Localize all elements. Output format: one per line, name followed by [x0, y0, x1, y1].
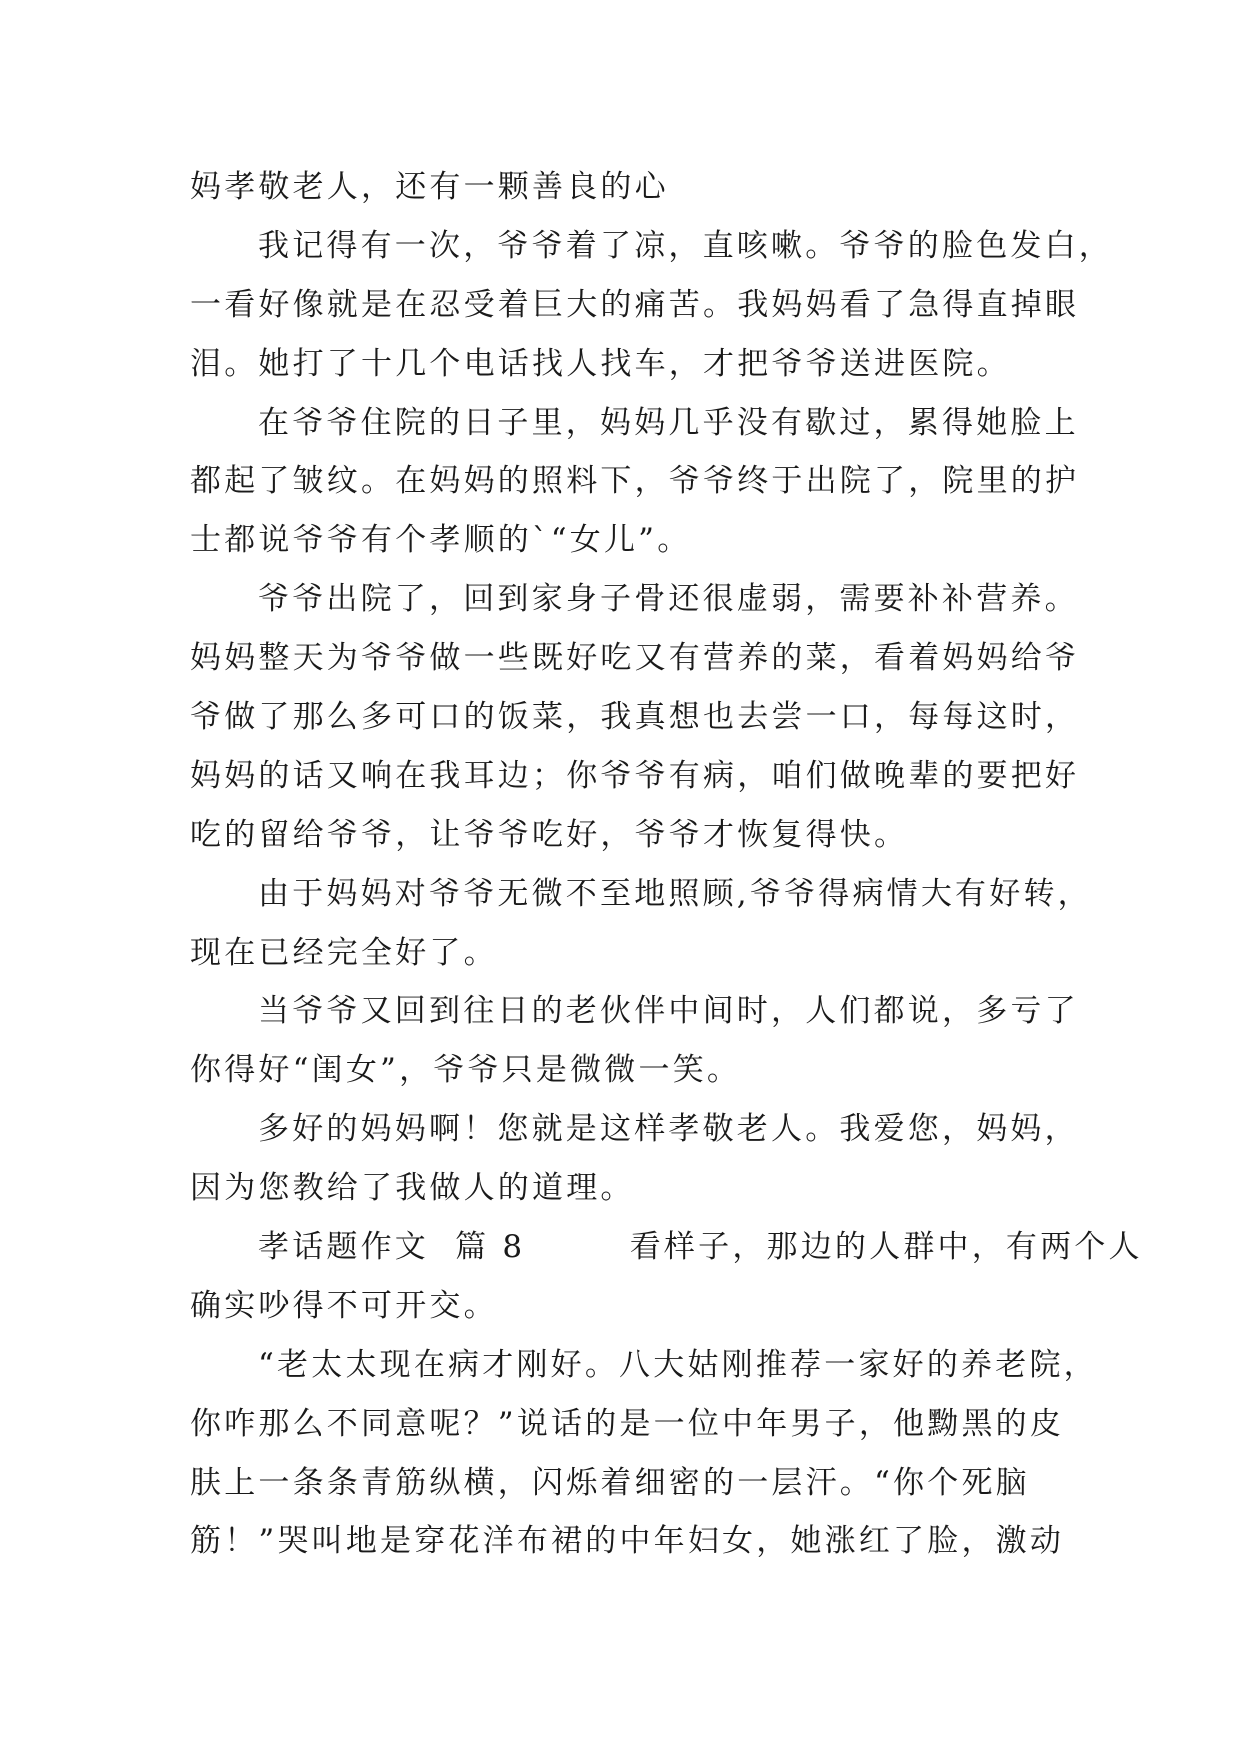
- section-heading-line: 孝话题作文 篇 8 看样子，那边的人群中，有两个人: [258, 1229, 1143, 1266]
- text-line: 你咋那么不同意呢？”说话的是一位中年男子，他黝黑的皮: [190, 1405, 1065, 1442]
- text-line: 一看好像就是在忍受着巨大的痛苦。我妈妈看了急得直掉眼: [190, 286, 1080, 323]
- paragraph-first-line: “老太太现在病才刚好。八大姑刚推荐一家好的养老院，: [258, 1346, 1098, 1383]
- text-line: 吃的留给爷爷，让爷爷吃好，爷爷才恢复得快。: [190, 816, 909, 853]
- text-line: 筋！”哭叫地是穿花洋布裙的中年妇女，她涨红了脸，激动: [190, 1523, 1065, 1560]
- text-line: 爷做了那么多可口的饭菜，我真想也去尝一口，每每这时，: [190, 699, 1080, 736]
- text-line: 肤上一条条青筋纵横，闪烁着细密的一层汗。“你个死脑: [190, 1464, 1030, 1501]
- paragraph-first-line: 由于妈妈对爷爷无微不至地照顾,爷爷得病情大有好转，: [258, 875, 1092, 912]
- paragraph-first-line: 我记得有一次，爷爷着了凉，直咳嗽。爷爷的脸色发白，: [258, 227, 1113, 264]
- text-line: 妈妈整天为爷爷做一些既好吃又有营养的菜，看着妈妈给爷: [190, 640, 1080, 677]
- text-line: 泪。她打了十几个电话找人找车，才把爷爷送进医院。: [190, 345, 1011, 382]
- paragraph-first-line: 当爷爷又回到往日的老伙伴中间时，人们都说，多亏了: [258, 993, 1079, 1030]
- text-line: 妈孝敬老人，还有一颗善良的心: [190, 169, 669, 205]
- paragraph-first-line: 多好的妈妈啊！您就是这样孝敬老人。我爱您，妈妈，: [258, 1111, 1079, 1148]
- text-line: 都起了皱纹。在妈妈的照料下，爷爷终于出院了，院里的护: [190, 463, 1080, 500]
- article-body: [190, 158, 1143, 1571]
- text-line: 因为您教给了我做人的道理。: [190, 1170, 635, 1207]
- text-line: 现在已经完全好了。: [190, 934, 498, 971]
- text-line: 你得好“闺女”，爷爷只是微微一笑。: [190, 1052, 742, 1089]
- text-line: 妈妈的话又响在我耳边；你爷爷有病，咱们做晚辈的要把好: [190, 757, 1080, 794]
- text-line: 确实吵得不可开交。: [190, 1287, 498, 1324]
- paragraph-first-line: 爷爷出院了，回到家身子骨还很虚弱，需要补补营养。: [258, 581, 1079, 618]
- paragraph-first-line: 在爷爷住院的日子里，妈妈几乎没有歇过，累得她脸上: [258, 404, 1079, 441]
- text-line: 士都说爷爷有个孝顺的`“女儿”。: [190, 522, 692, 559]
